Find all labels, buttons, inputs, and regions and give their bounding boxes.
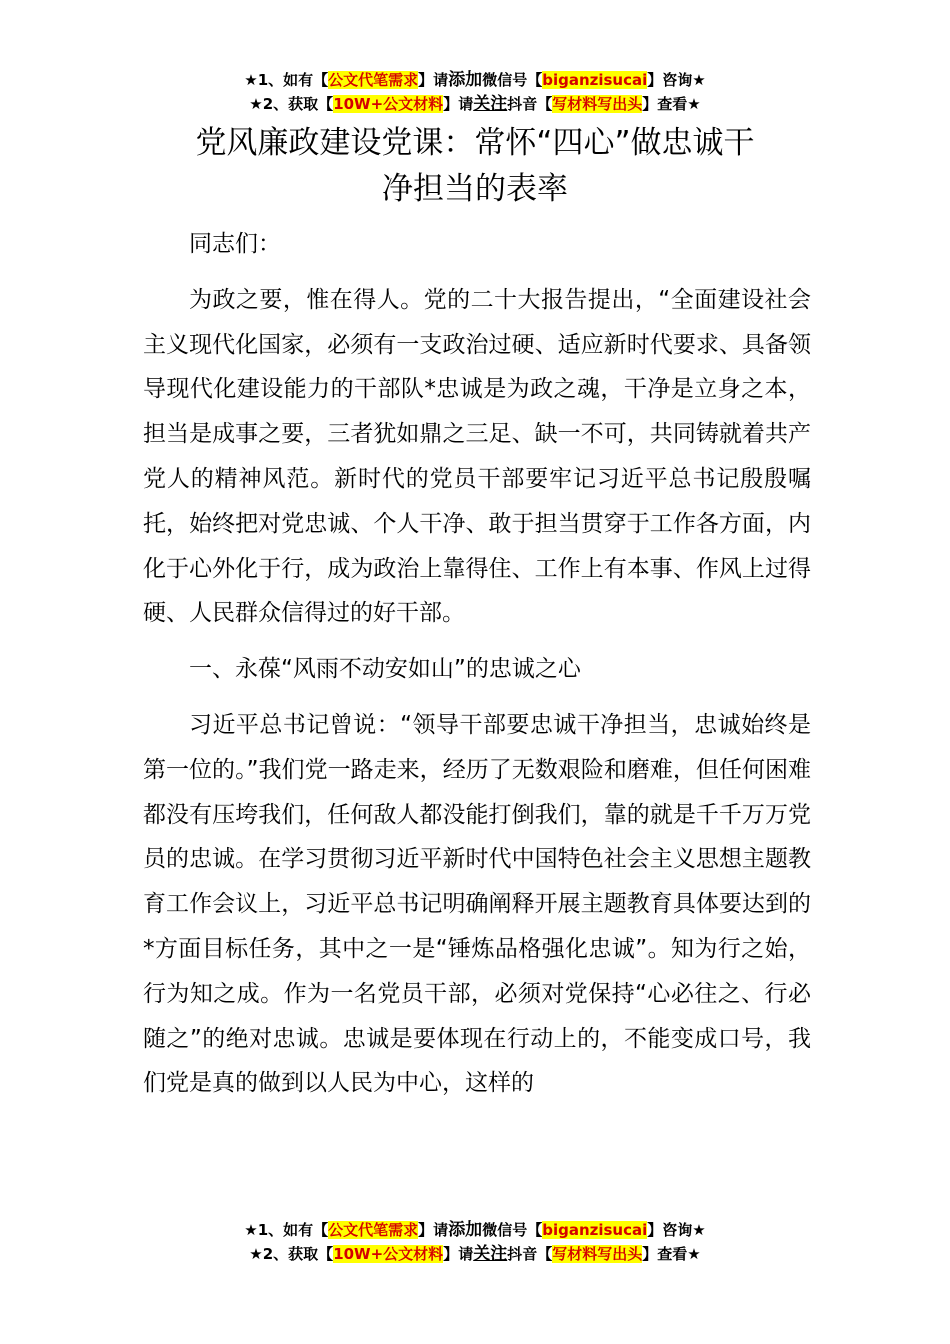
promo-highlight-douyin: 写材料写出头 bbox=[552, 1245, 643, 1263]
promo-text: 】请 bbox=[443, 95, 474, 113]
promo-text: ★1、如有【 bbox=[244, 1221, 329, 1239]
promo-emphasis: 添加 bbox=[448, 70, 483, 90]
promo-emphasis: 关注 bbox=[473, 94, 508, 114]
promo-text: 】请 bbox=[418, 71, 449, 89]
document-title bbox=[140, 120, 810, 212]
promo-highlight-service: 公文代笔需求 bbox=[328, 1221, 419, 1239]
promo-banner-bottom bbox=[0, 1218, 950, 1266]
promo-emphasis: 关注 bbox=[473, 1244, 508, 1264]
promo-banner-top bbox=[0, 68, 950, 116]
promo-text: ★2、获取【 bbox=[249, 1245, 334, 1263]
promo-text: 】请 bbox=[418, 1221, 449, 1239]
promo-text: 抖音【 bbox=[507, 1245, 553, 1263]
document-body bbox=[143, 222, 811, 1117]
promo-text: 】请 bbox=[443, 1245, 474, 1263]
paragraph: 为政之要，惟在得人。党的二十大报告提出，“全面建设社会主义现代化国家，必须有一支政治过硬、适应新时代要求、具备领导现代化建设能力的干部队*忠诚是为政之魂，干净是立身之本，担当是成事之要，三者犹如鼎之三足、缺一不可，共同铸就着共产党人的精神风范。新时代的党员干部要牢记习近平总书记殷殷嘱托，始终把对党忠诚、个人干净、敢于担当贯穿于工作各方面，内化于心外化于行，成为政治上靠得住、工作上有本事、作风上过得硬、人民群众信得过的好干部。 bbox=[143, 286, 811, 627]
promo-text: ★1、如有【 bbox=[244, 71, 329, 89]
promo-highlight-materials: 10W+公文材料 bbox=[333, 95, 444, 113]
promo-text: 】咨询★ bbox=[647, 1221, 706, 1239]
promo-text: 微信号【 bbox=[482, 71, 543, 89]
promo-line-2 bbox=[0, 92, 950, 116]
section-heading: 一、永葆“风雨不动安如山”的忠诚之心 bbox=[189, 656, 581, 683]
promo-text: 】咨询★ bbox=[647, 71, 706, 89]
promo-highlight-wechat: biganzisucai bbox=[542, 1221, 648, 1239]
promo-highlight-service: 公文代笔需求 bbox=[328, 71, 419, 89]
paragraph: 习近平总书记曾说：“领导干部要忠诚干净担当，忠诚始终是第一位的。”我们党一路走来，经历了无数艰险和磨难，但任何困难都没有压垮我们，任何敌人都没能打倒我们，靠的就是千千万万党员的忠诚。在学习贯彻习近平新时代中国特色社会主义思想主题教育工作会议上，习近平总书记明确阐释开展主题教育具体要达到的*方面目标任务，其中之一是“锤炼品格强化忠诚”。知为行之始，行为知之成。作为一名党员干部，必须对党保持“心必往之、行必随之”的绝对忠诚。忠诚是要体现在行动上的，不能变成口号，我们党是真的做到以人民为中心，这样的 bbox=[143, 711, 811, 1097]
promo-highlight-douyin: 写材料写出头 bbox=[552, 95, 643, 113]
promo-highlight-wechat: biganzisucai bbox=[542, 71, 648, 89]
promo-line-1 bbox=[0, 1218, 950, 1242]
promo-text: ★2、获取【 bbox=[249, 95, 334, 113]
salutation: 同志们： bbox=[189, 231, 281, 257]
promo-line-1 bbox=[0, 68, 950, 92]
promo-line-2 bbox=[0, 1242, 950, 1266]
promo-emphasis: 添加 bbox=[448, 1220, 483, 1240]
promo-text: 微信号【 bbox=[482, 1221, 543, 1239]
title-line-2: 净担当的表率 bbox=[382, 171, 568, 207]
promo-text: 】查看★ bbox=[642, 95, 701, 113]
promo-text: 】查看★ bbox=[642, 1245, 701, 1263]
promo-text: 抖音【 bbox=[507, 95, 553, 113]
promo-highlight-materials: 10W+公文材料 bbox=[333, 1245, 444, 1263]
title-line-1: 党风廉政建设党课：常怀“四心”做忠诚干 bbox=[195, 125, 755, 161]
